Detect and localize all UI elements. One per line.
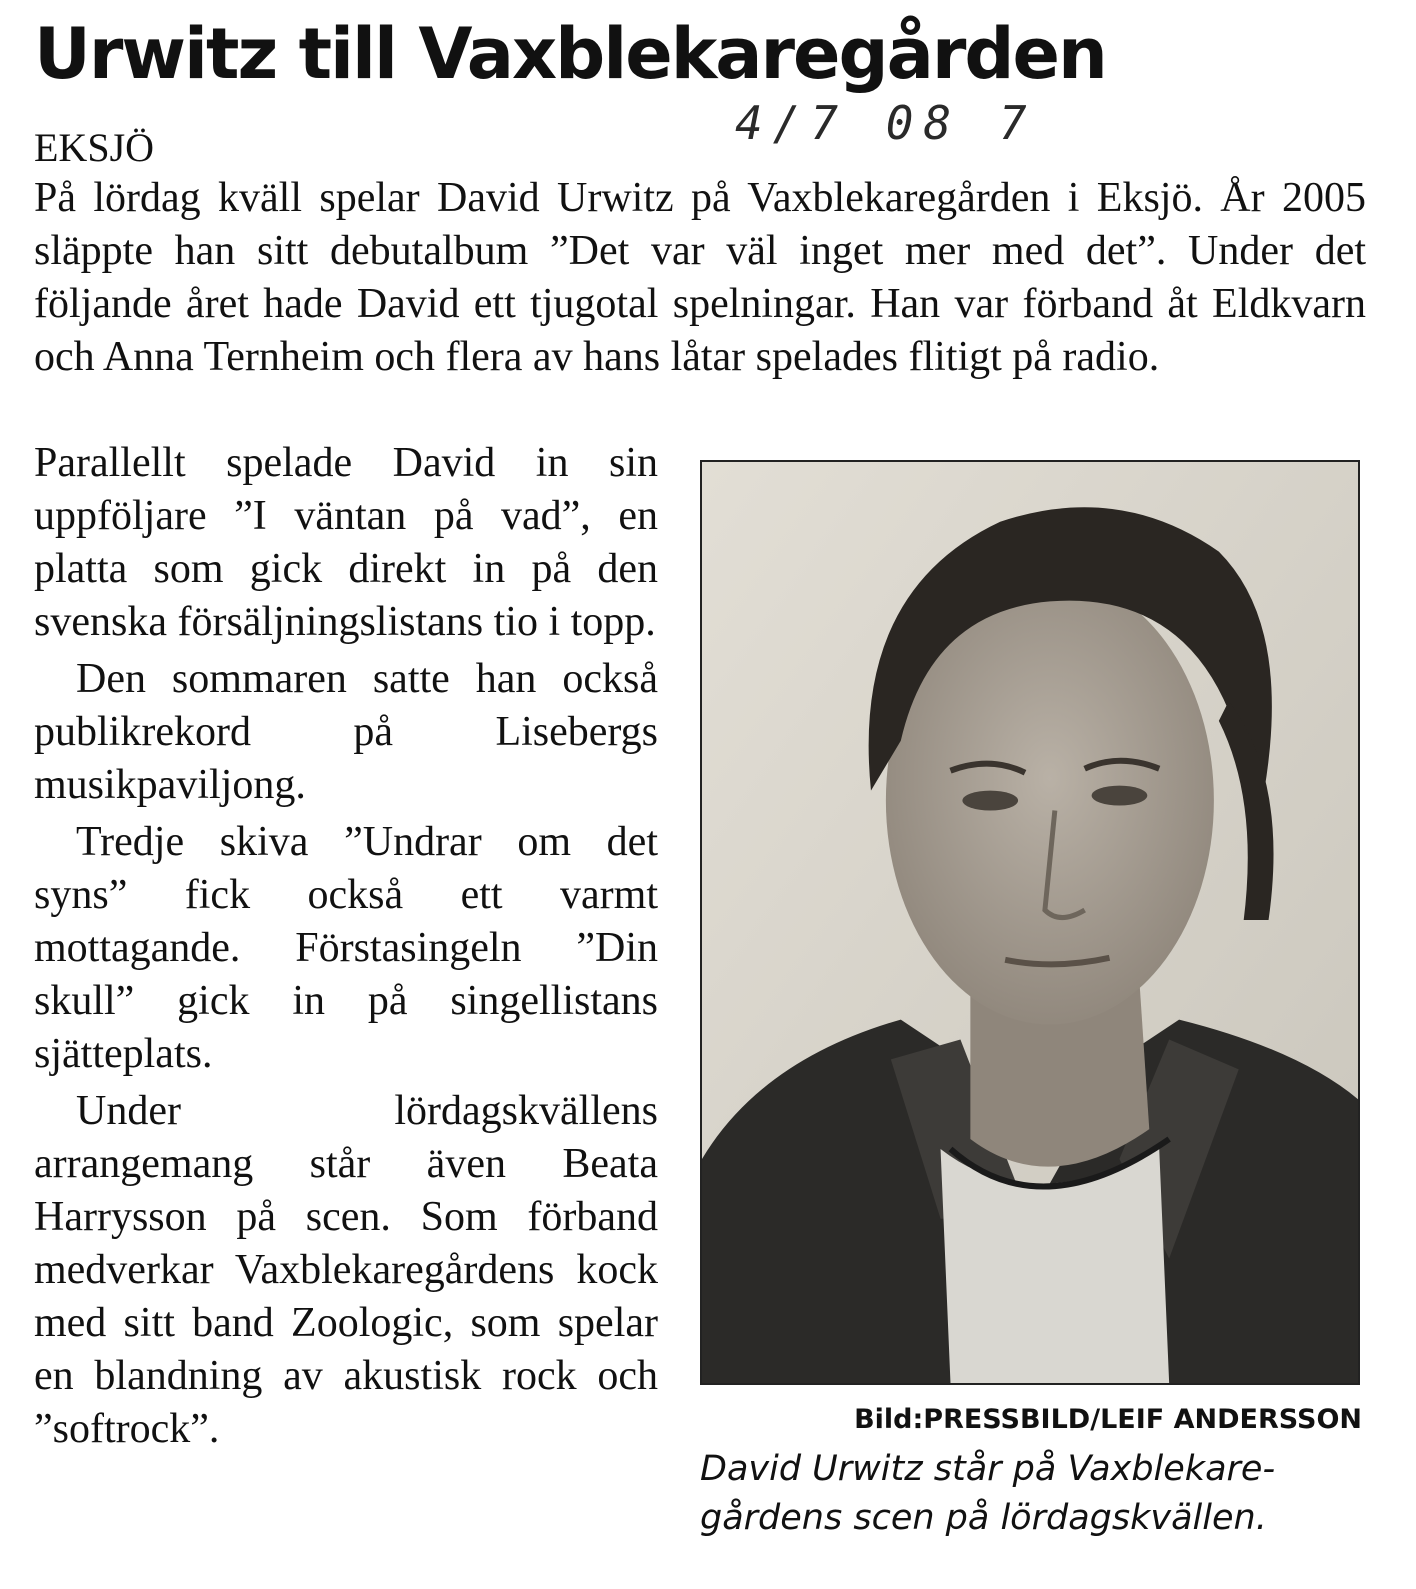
lead-paragraph: På lördag kväll spelar David Urwitz på Vaxblekaregården i Eksjö. År 2005 släppte han sitt debutalbum ”Det var väl inget mer med det”. Under det följande året hade David ett tjugotal spelningar. Han var förband åt Eldkvarn och Anna Ternheim och flera av hans låtar spelades flitigt på radio. bbox=[34, 175, 1366, 380]
body-paragraph: Parallellt spelade David in sin uppföljare ”I väntan på vad”, en platta som gick direkt in på den svenska försäljningslistans tio i topp. bbox=[34, 440, 658, 645]
photo-credit: Bild:PRESSBILD/LEIF ANDERSSON bbox=[854, 1404, 1362, 1435]
portrait-illustration bbox=[702, 462, 1358, 1383]
body-paragraph: Under lördagskvällens arrangemang står även Beata Harrysson på scen. Som förband medverkar Vaxblekaregårdens kock med sitt band Zoologic, som spelar en blandning av akustisk rock och ”softrock”. bbox=[34, 1088, 658, 1452]
headline: Urwitz till Vaxblekaregården bbox=[34, 13, 1106, 95]
body-paragraph: Den sommaren satte han också publikrekord på Lisebergs musikpaviljong. bbox=[34, 656, 658, 808]
dateline: EKSJÖ bbox=[34, 125, 155, 170]
handwritten-date-note: 4/7 08 7 bbox=[735, 96, 1037, 150]
body-column bbox=[34, 437, 658, 1460]
body-paragraph: Tredje skiva ”Undrar om det syns” fick också ett varmt mottagande. Förstasingeln ”Din skull” gick in på singellistans sjätteplats. bbox=[34, 819, 658, 1077]
portrait-photo bbox=[700, 460, 1360, 1385]
photo-caption bbox=[700, 1445, 1362, 1543]
photo-caption-line: David Urwitz står på Vaxblekare- bbox=[700, 1449, 1276, 1489]
photo-caption-line: gårdens scen på lördagskvällen. bbox=[700, 1498, 1267, 1538]
